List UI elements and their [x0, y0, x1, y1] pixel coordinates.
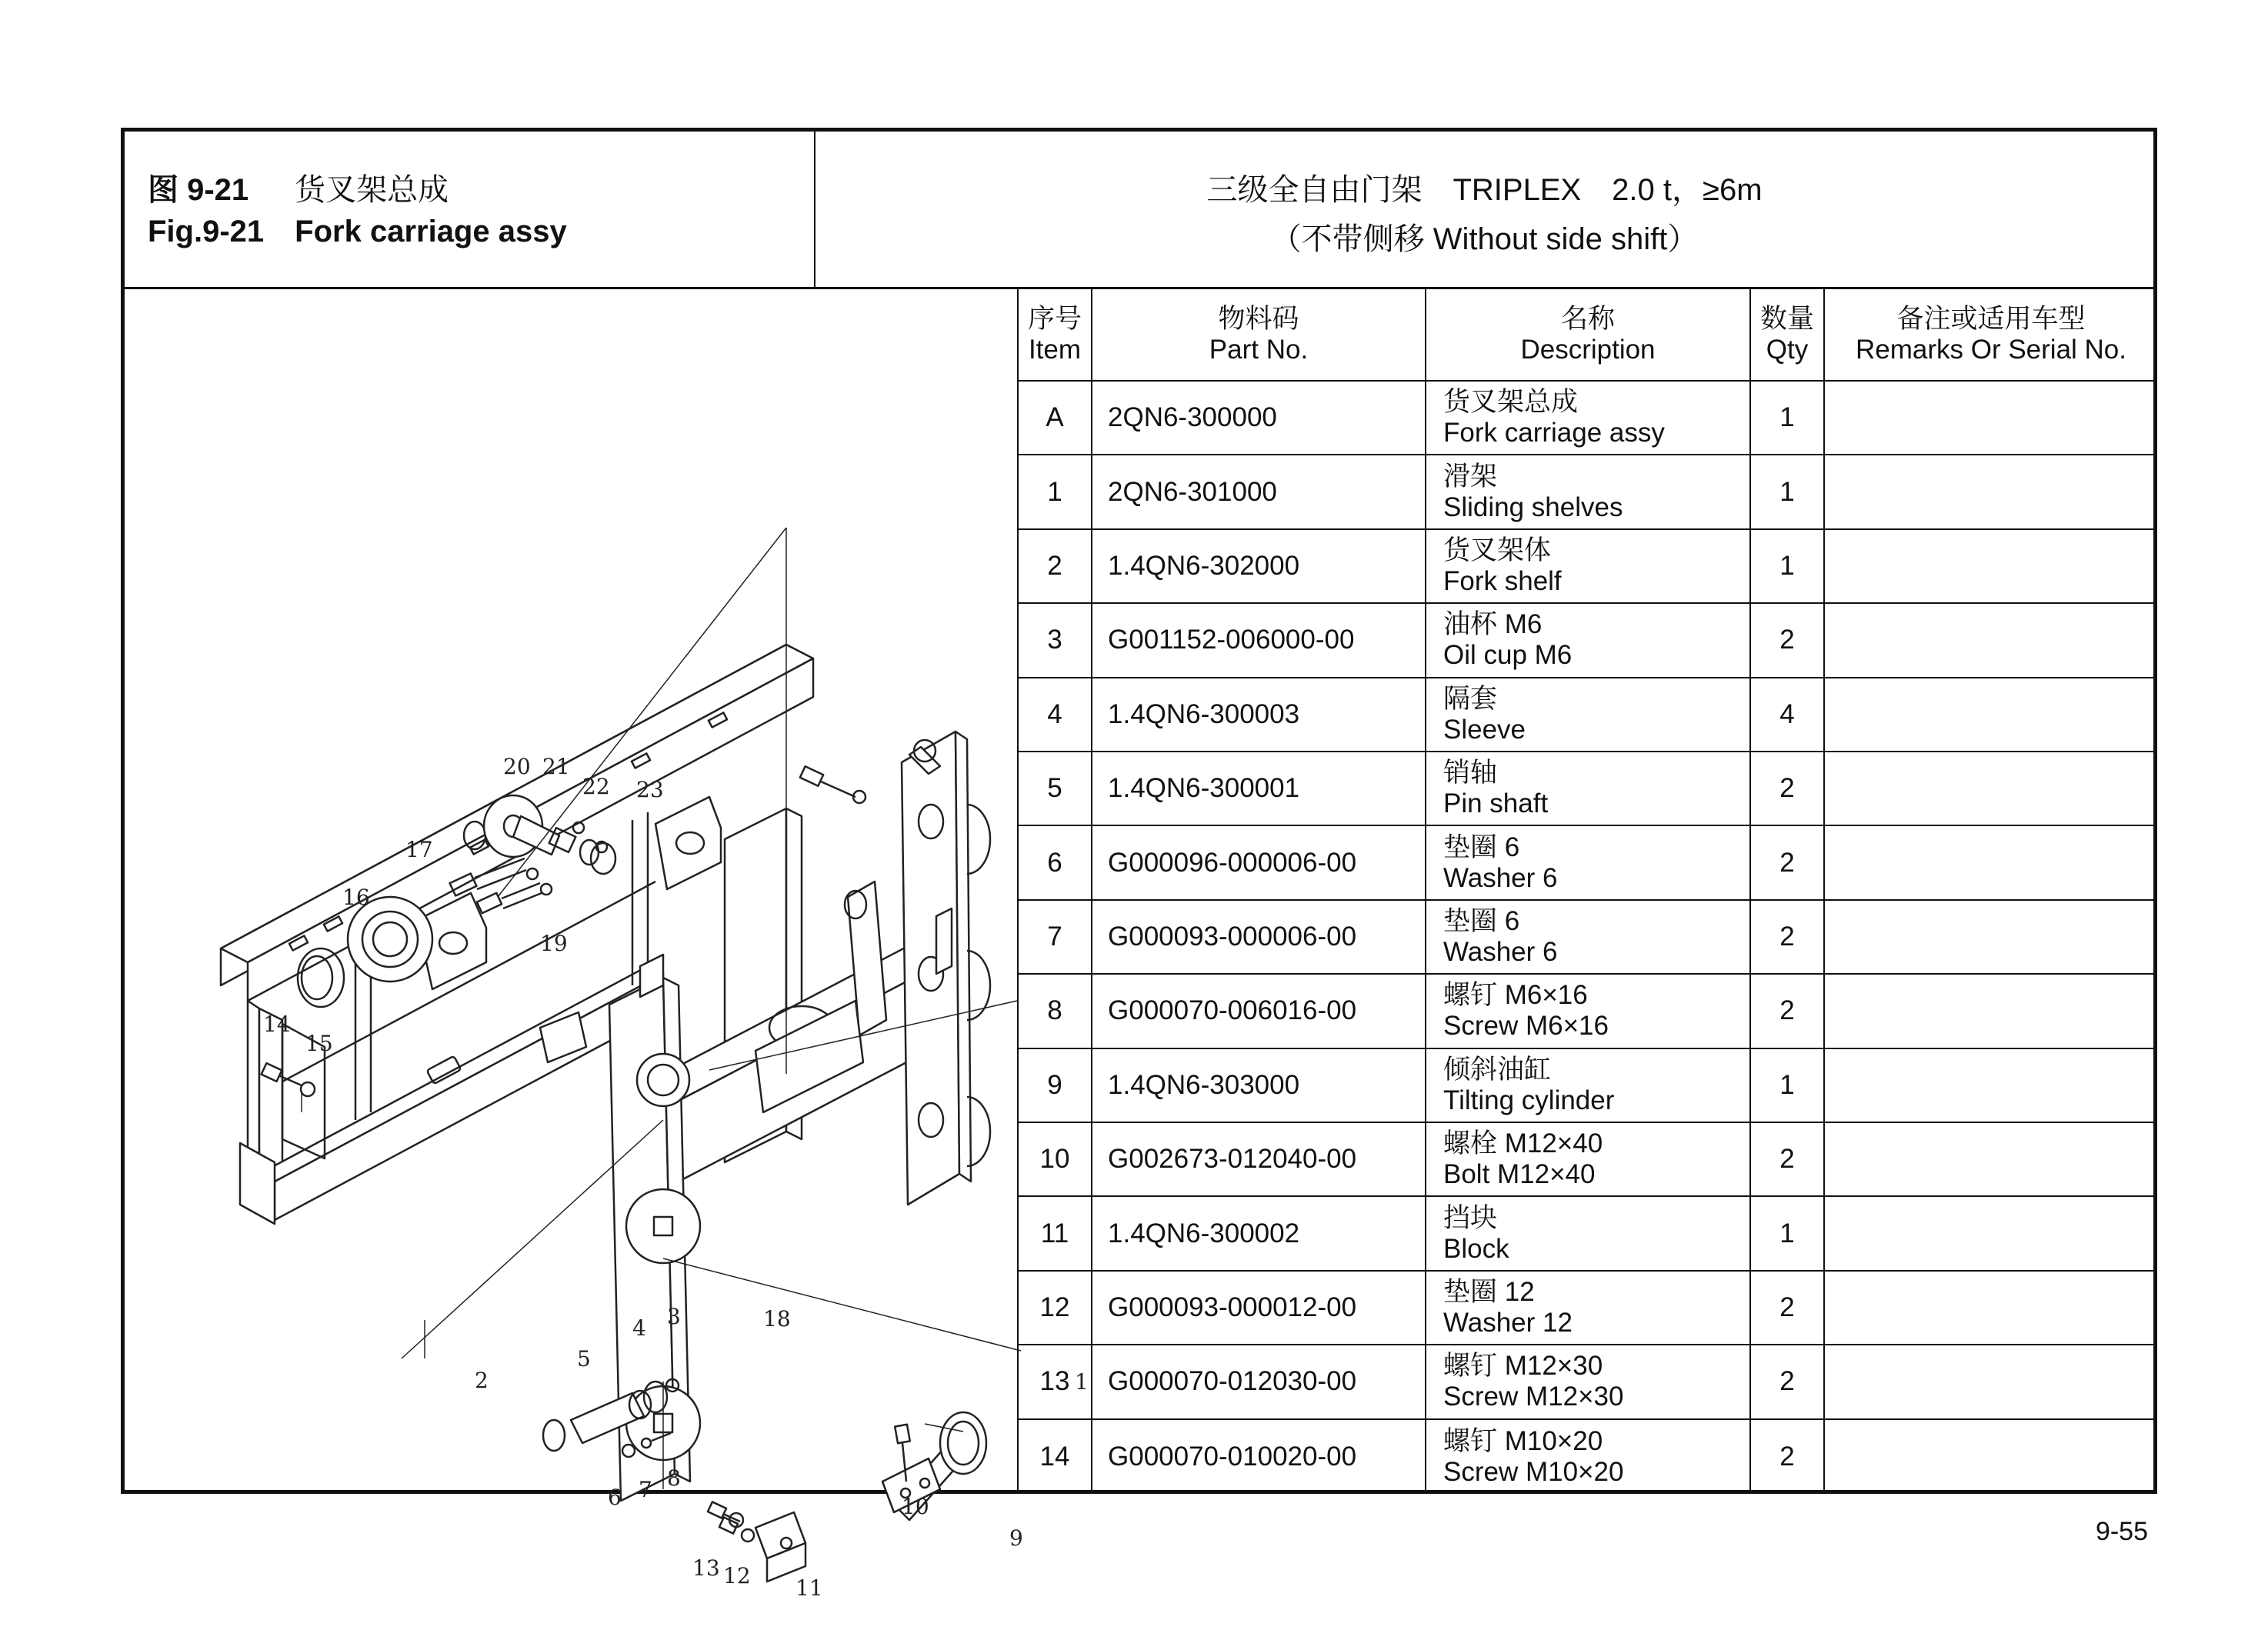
col-header-item: 序号 Item [1019, 289, 1092, 380]
cell-description [1426, 975, 1751, 1047]
cell-description [1426, 901, 1751, 973]
cell-qty: 2 [1751, 1345, 1825, 1418]
parts-table [1017, 289, 2157, 1494]
col-header-remarks: 备注或适用车型 Remarks Or Serial No. [1855, 304, 2127, 365]
cell-remarks [1825, 455, 2157, 528]
cell-remarks [1825, 382, 2157, 454]
cell-part-no: G000070-010020-00 [1092, 1420, 1426, 1494]
page-number: 9-55 [2095, 1517, 2148, 1546]
cell-remarks [1825, 975, 2157, 1047]
table-row [1019, 1345, 2157, 1419]
figure-name-cn: 货叉架总成 [295, 173, 449, 207]
callout-22: 22 [582, 774, 610, 799]
cell-item: 2 [1019, 530, 1092, 602]
cell-description [1426, 1345, 1751, 1418]
cell-item: 1 [1019, 455, 1092, 528]
model-subtitle: 三级全自由门架 TRIPLEX 2.0 t，≥6m [1206, 173, 1763, 207]
table-row [1019, 678, 2157, 752]
cell-description [1426, 1420, 1751, 1494]
cell-remarks [1825, 1049, 2157, 1122]
figure-label-cn: 图 9-21 [148, 173, 249, 207]
cell-description [1426, 530, 1751, 602]
cell-description [1426, 382, 1751, 454]
cell-remarks [1825, 1123, 2157, 1195]
cell-remarks [1825, 604, 2157, 676]
table-row [1019, 1272, 2157, 1345]
table-row [1019, 604, 2157, 678]
callout-8: 8 [667, 1465, 681, 1491]
cell-part-no: 2QN6-300000 [1092, 382, 1426, 454]
description-en: Oil cup M6 [1443, 640, 1573, 671]
cell-qty: 1 [1751, 530, 1825, 602]
description-cn: 垫圈 6 [1443, 905, 1520, 936]
callout-14: 14 [263, 1012, 291, 1037]
model-variant: （不带侧移 Without side shift） [1270, 222, 1699, 256]
col-header-description: 名称 Description [1426, 289, 1751, 380]
cell-remarks [1825, 1197, 2157, 1269]
cell-qty: 1 [1751, 455, 1825, 528]
cell-item: A [1019, 382, 1092, 454]
description-en: Sleeve [1443, 714, 1526, 745]
callout-6: 6 [608, 1485, 622, 1510]
figure-label-en: Fig.9-21 [148, 215, 265, 248]
callout-15: 15 [305, 1031, 333, 1056]
cell-description [1426, 455, 1751, 528]
cell-qty: 1 [1751, 382, 1825, 454]
callout-17: 17 [405, 837, 433, 862]
callout-12: 12 [723, 1563, 751, 1588]
cell-part-no: 1.4QN6-300003 [1092, 678, 1426, 751]
description-en: Screw M12×30 [1443, 1382, 1624, 1412]
table-row [1019, 901, 2157, 975]
cell-part-no: G000093-000006-00 [1092, 901, 1426, 973]
description-cn: 滑架 [1443, 461, 1498, 492]
cell-qty: 2 [1751, 604, 1825, 676]
description-en: Pin shaft [1443, 788, 1549, 819]
cell-qty: 2 [1751, 901, 1825, 973]
cell-description [1426, 1049, 1751, 1122]
table-row [1019, 1049, 2157, 1123]
callout-21: 21 [542, 754, 570, 779]
cell-part-no: G000070-006016-00 [1092, 975, 1426, 1047]
description-cn: 销轴 [1443, 758, 1498, 788]
description-cn: 螺钉 M10×20 [1443, 1425, 1603, 1456]
description-cn: 隔套 [1443, 683, 1498, 714]
table-row [1019, 530, 2157, 604]
cell-part-no: 1.4QN6-303000 [1092, 1049, 1426, 1122]
description-cn: 螺钉 M12×30 [1443, 1351, 1603, 1382]
cell-description [1426, 826, 1751, 898]
callout-20: 20 [503, 754, 531, 779]
cell-remarks [1825, 1345, 2157, 1418]
callout-23: 23 [636, 777, 664, 802]
figure-title-en [148, 215, 567, 249]
description-en: Sliding shelves [1443, 492, 1623, 522]
table-row [1019, 382, 2157, 455]
table-row [1019, 1420, 2157, 1494]
cell-qty: 2 [1751, 1123, 1825, 1195]
cell-remarks [1825, 826, 2157, 898]
cell-part-no: G000096-000006-00 [1092, 826, 1426, 898]
callout-7: 7 [639, 1477, 652, 1502]
col-header-part: 物料码 Part No. [1092, 289, 1426, 380]
cell-item: 9 [1019, 1049, 1092, 1122]
callout-19: 19 [540, 931, 568, 956]
description-en: Washer 12 [1443, 1307, 1573, 1338]
cell-item: 8 [1019, 975, 1092, 1047]
description-en: Screw M6×16 [1443, 1011, 1609, 1042]
cell-description [1426, 604, 1751, 676]
table-row [1019, 975, 2157, 1048]
cell-item: 14 [1019, 1420, 1092, 1494]
cell-part-no: 2QN6-301000 [1092, 455, 1426, 528]
cell-part-no: G000070-012030-00 [1092, 1345, 1426, 1418]
cell-item: 13 [1019, 1345, 1092, 1418]
table-row [1019, 826, 2157, 900]
cell-part-no: G001152-006000-00 [1092, 604, 1426, 676]
figure-title-cn [148, 165, 449, 209]
cell-remarks [1825, 678, 2157, 751]
cell-part-no: G000093-000012-00 [1092, 1272, 1426, 1344]
description-cn: 油杯 M6 [1443, 609, 1543, 640]
callout-2: 2 [475, 1368, 489, 1393]
cell-item: 6 [1019, 826, 1092, 898]
cell-remarks [1825, 752, 2157, 825]
cell-qty: 2 [1751, 1272, 1825, 1344]
cell-qty: 2 [1751, 975, 1825, 1047]
description-en: Fork carriage assy [1443, 418, 1665, 448]
cell-item: 4 [1019, 678, 1092, 751]
callout-16: 16 [342, 885, 370, 910]
description-en: Tilting cylinder [1443, 1085, 1615, 1115]
table-row [1019, 1123, 2157, 1197]
callout-1: 1 [1075, 1369, 1089, 1395]
cell-item: 11 [1019, 1197, 1092, 1269]
description-en: Fork shelf [1443, 565, 1562, 596]
cell-description [1426, 752, 1751, 825]
table-row [1019, 455, 2157, 529]
cell-qty: 4 [1751, 678, 1825, 751]
description-cn: 倾斜油缸 [1443, 1054, 1552, 1085]
description-en: Washer 6 [1443, 862, 1558, 893]
table-row [1019, 752, 2157, 826]
callout-10: 10 [902, 1494, 929, 1519]
sliding-shelves-part [902, 732, 990, 1205]
callout-4: 4 [632, 1315, 646, 1341]
cell-remarks [1825, 1420, 2157, 1494]
tilting-cylinder-part [882, 1412, 986, 1520]
description-cn: 货叉架总成 [1443, 387, 1579, 418]
figure-name-en: Fork carriage assy [295, 215, 567, 248]
cell-part-no: 1.4QN6-300002 [1092, 1197, 1426, 1269]
cell-description [1426, 1123, 1751, 1195]
cell-description [1426, 678, 1751, 751]
cell-qty: 1 [1751, 1049, 1825, 1122]
callout-5: 5 [577, 1346, 591, 1372]
cell-qty: 1 [1751, 1197, 1825, 1269]
cell-qty: 2 [1751, 826, 1825, 898]
description-cn: 货叉架体 [1443, 535, 1552, 565]
callout-9: 9 [1009, 1525, 1023, 1551]
cell-item: 12 [1019, 1272, 1092, 1344]
description-en: Block [1443, 1233, 1509, 1264]
fork-shelf-part [221, 645, 929, 1224]
description-cn: 螺栓 M12×40 [1443, 1128, 1603, 1159]
description-cn: 螺钉 M6×16 [1443, 980, 1588, 1011]
description-cn: 垫圈 6 [1443, 832, 1520, 862]
description-cn: 垫圈 12 [1443, 1276, 1535, 1307]
callout-3: 3 [667, 1304, 681, 1329]
description-en: Screw M10×20 [1443, 1456, 1624, 1487]
cell-item: 3 [1019, 604, 1092, 676]
cell-qty: 2 [1751, 1420, 1825, 1494]
cell-item: 7 [1019, 901, 1092, 973]
col-header-qty: 数量 Qty [1751, 289, 1825, 380]
figure-title-block [125, 132, 815, 287]
cell-remarks [1825, 901, 2157, 973]
cell-description [1426, 1272, 1751, 1344]
cell-remarks [1825, 1272, 2157, 1344]
callout-11: 11 [795, 1575, 823, 1601]
callout-13: 13 [692, 1555, 720, 1581]
cell-part-no: 1.4QN6-300001 [1092, 752, 1426, 825]
description-cn: 挡块 [1443, 1202, 1498, 1233]
cell-qty: 2 [1751, 752, 1825, 825]
cell-part-no: 1.4QN6-302000 [1092, 530, 1426, 602]
description-en: Washer 6 [1443, 936, 1558, 967]
cell-remarks [1825, 530, 2157, 602]
table-header-row [1019, 289, 2157, 382]
description-en: Bolt M12×40 [1443, 1159, 1596, 1190]
cell-item: 10 [1019, 1123, 1092, 1195]
model-title-block [815, 132, 2153, 287]
cell-part-no: G002673-012040-00 [1092, 1123, 1426, 1195]
callout-18: 18 [763, 1306, 791, 1332]
cell-description [1426, 1197, 1751, 1269]
table-row [1019, 1197, 2157, 1271]
cell-item: 5 [1019, 752, 1092, 825]
bolt-top [800, 766, 866, 803]
